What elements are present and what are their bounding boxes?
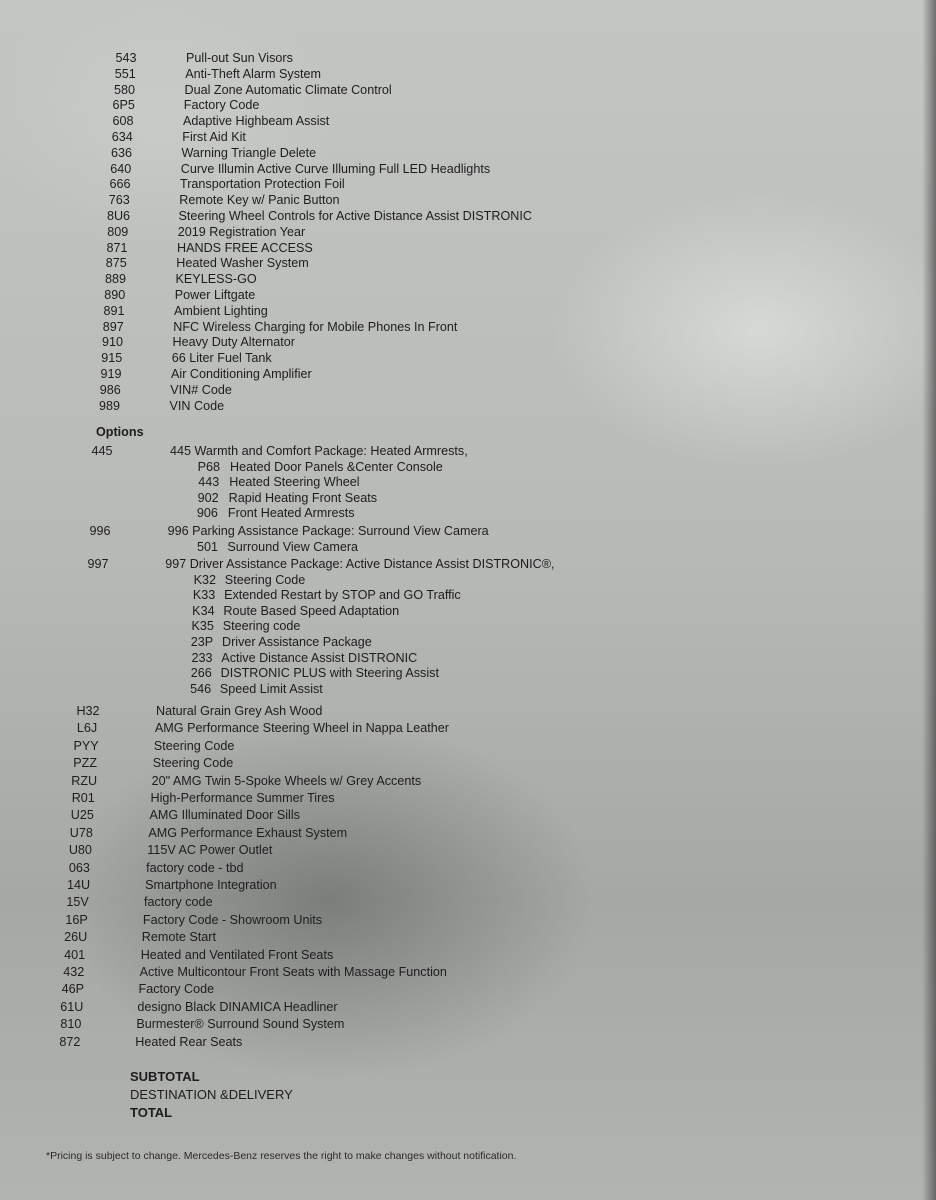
option-description: High-Performance Summer Tires [150,791,335,805]
equipment-row [0,287,936,303]
option-description: Remote Start [141,930,216,945]
option-code: 551 [114,66,136,81]
option-description: Extended Restart by STOP and GO Traffic [224,588,461,603]
option-code: U80 [68,843,92,858]
option-description: Adaptive Highbeam Assist [183,114,330,129]
equipment-row [0,947,936,963]
option-code: 26U [64,930,88,945]
option-description: Heated Rear Seats [135,1034,243,1049]
option-code: 46P [61,982,84,997]
option-description: Route Based Speed Adaptation [223,603,400,618]
option-code: K35 [191,619,214,634]
equipment-row [0,145,936,161]
equipment-row [0,860,936,876]
option-code: L6J [76,721,98,736]
option-description: Power Liftgate [174,288,256,302]
package-sub-item [0,459,936,475]
equipment-row [0,66,936,82]
equipment-row [0,240,936,256]
option-description: Speed Limit Assist [219,681,323,696]
option-description: Heavy Duty Alternator [172,335,295,350]
package-sub-item [0,634,936,650]
equipment-row [0,303,936,319]
option-code: U25 [70,808,94,823]
option-code: K33 [192,588,216,603]
option-code: 763 [108,193,130,208]
option-code: 996 [89,524,111,538]
option-description: KEYLESS-GO [175,272,257,287]
package-sub-item [0,474,936,490]
equipment-row [0,319,936,335]
option-code: 063 [68,860,90,875]
equipment-row [0,738,936,754]
equipment-row [0,755,936,771]
option-description: Ambient Lighting [174,303,268,318]
option-description: Natural Grain Grey Ash Wood [156,704,323,718]
option-code: 634 [111,130,133,144]
option-code: 580 [113,82,135,97]
package-sub-item [0,490,936,506]
option-description: designo Black DINAMICA Headliner [137,999,338,1014]
option-description: factory code [143,895,213,910]
option-code: 636 [110,145,132,160]
equipment-row [0,334,936,350]
total-label: TOTAL [130,1105,173,1120]
option-description: VIN Code [169,398,225,413]
option-code: 902 [197,490,219,505]
option-description: 445 Warmth and Comfort Package: Heated Armrests, [170,444,468,458]
option-code: 906 [196,506,218,521]
equipment-row [0,224,936,240]
equipment-row [0,398,936,414]
option-code: 666 [109,177,131,192]
option-code: 897 [102,319,124,334]
option-description: Air Conditioning Amplifier [171,367,312,381]
option-code: RZU [71,773,98,788]
option-code: 875 [105,256,127,271]
option-code: 810 [60,1017,82,1032]
option-description: AMG Illuminated Door Sills [149,808,300,823]
option-description: Active Multicontour Front Seats with Massage Function [139,965,447,979]
option-description: Front Heated Armrests [227,506,355,521]
option-code: 986 [99,382,121,397]
equipment-row [0,842,936,858]
option-code: 233 [191,650,213,665]
equipment-row [0,161,936,177]
option-code: 871 [106,240,128,255]
equipment-row [0,523,936,539]
option-code: 6P5 [112,98,135,113]
package-sub-item [0,572,936,588]
option-description: Transportation Protection Foil [180,177,345,192]
option-description: DISTRONIC PLUS with Steering Assist [220,666,439,681]
option-description: Driver Assistance Package [222,635,372,649]
option-code: 546 [190,681,212,696]
option-description: Heated Washer System [176,256,309,271]
option-description: Rapid Heating Front Seats [228,490,378,505]
option-description: Steering Wheel Controls for Active Distance Assist DISTRONIC [178,209,532,223]
equipment-row [0,929,936,945]
option-description: Active Distance Assist DISTRONIC [221,650,418,665]
equipment-row [0,807,936,823]
equipment-row [0,981,936,997]
option-code: PZZ [73,756,98,771]
equipment-row [0,773,936,789]
option-code: H32 [76,704,100,718]
pricing-footnote: *Pricing is subject to change. Mercedes-Benz reserves the right to make changes without notification. [46,1150,517,1162]
option-code: 16P [65,912,88,927]
equipment-row [0,129,936,145]
option-description: Remote Key w/ Panic Button [179,193,340,208]
option-code: 910 [101,335,123,350]
totals-block [130,1068,293,1122]
option-description: Factory Code [138,982,215,997]
equipment-row [0,443,936,459]
option-description: Burmester® Surround Sound System [136,1017,345,1032]
equipment-row [0,255,936,271]
option-code: 401 [64,947,86,962]
package-sub-item [0,603,936,619]
option-description: Surround View Camera [227,539,359,554]
option-code: 890 [104,288,126,302]
option-code: 997 [87,557,109,571]
equipment-row [0,825,936,841]
option-description: factory code - tbd [146,860,244,875]
equipment-row [0,366,936,382]
option-description: HANDS FREE ACCESS [177,240,313,255]
destination-label: DESTINATION &DELIVERY [130,1087,293,1102]
option-description: Steering code [222,619,301,634]
equipment-row [0,382,936,398]
option-code: PYY [73,738,99,753]
equipment-row [0,97,936,113]
option-code: 915 [101,351,123,366]
option-code: R01 [71,791,95,805]
option-code: 23P [190,635,214,649]
option-description: Heated Door Panels &Center Console [230,459,443,474]
option-description: Pull-out Sun Visors [186,51,293,65]
package-sub-item [0,505,936,521]
option-description: NFC Wireless Charging for Mobile Phones In Front [173,319,458,334]
option-description: Heated and Ventilated Front Seats [140,947,334,962]
option-code: 443 [198,475,220,490]
option-code: P68 [197,459,220,474]
option-description: 2019 Registration Year [177,224,306,239]
option-description: Heated Steering Wheel [229,475,360,490]
equipment-row [0,894,936,910]
option-code: 266 [190,666,212,681]
option-code: 14U [66,878,91,892]
option-code: 501 [196,539,218,554]
equipment-row [0,912,936,928]
option-description: 115V AC Power Outlet [147,843,273,858]
option-description: AMG Performance Steering Wheel in Nappa Leather [154,721,449,736]
option-description: Dual Zone Automatic Climate Control [184,82,392,97]
option-code: 432 [63,965,85,979]
equipment-row [0,1034,936,1050]
equipment-row [0,82,936,98]
option-code: 891 [103,303,125,318]
package-sub-item [0,681,936,697]
equipment-row [0,964,936,980]
equipment-row [0,350,936,366]
package-sub-item [0,587,936,603]
equipment-row [0,556,936,572]
option-description: 20" AMG Twin 5-Spoke Wheels w/ Grey Accents [151,773,422,788]
options-heading: Options [96,425,144,439]
option-code: 640 [110,161,132,176]
equipment-row [0,720,936,736]
equipment-row [0,113,936,129]
option-code: 608 [112,114,134,129]
package-sub-item [0,539,936,555]
option-description: Warning Triangle Delete [181,145,317,160]
equipment-row [0,271,936,287]
package-sub-item [0,618,936,634]
option-code: 61U [60,999,84,1014]
equipment-row [0,176,936,192]
option-code: 872 [59,1034,81,1049]
equipment-row [0,703,936,719]
option-description: Factory Code [183,98,260,113]
option-code: 919 [100,367,122,381]
equipment-row [0,50,936,66]
option-description: AMG Performance Exhaust System [148,825,348,840]
option-description: VIN# Code [170,382,232,397]
equipment-row [0,790,936,806]
option-code: 15V [66,895,89,910]
subtotal-label: SUBTOTAL [130,1069,200,1084]
option-description: Smartphone Integration [145,878,277,892]
equipment-row [0,877,936,893]
option-code: 989 [98,398,120,413]
equipment-row [0,192,936,208]
option-code: 889 [104,272,126,287]
option-description: 66 Liter Fuel Tank [171,351,272,366]
option-description: 996 Parking Assistance Package: Surround View Camera [167,524,489,538]
option-code: 809 [107,224,129,239]
package-sub-item [0,650,936,666]
equipment-row [0,208,936,224]
option-description: Factory Code - Showroom Units [142,912,323,927]
option-code: U78 [69,825,93,840]
equipment-row [0,999,936,1015]
option-description: 997 Driver Assistance Package: Active Distance Assist DISTRONIC®, [165,557,555,571]
option-description: First Aid Kit [182,130,246,144]
option-description: Steering Code [152,756,234,771]
equipment-row [0,1016,936,1032]
option-description: Steering Code [153,738,235,753]
option-code: K34 [192,603,215,618]
option-code: 8U6 [106,209,131,223]
option-description: Anti-Theft Alarm System [185,66,322,81]
option-code: 543 [115,51,137,65]
option-description: Curve Illumin Active Curve Illuming Full LED Headlights [180,161,491,176]
package-sub-item [0,665,936,681]
option-description: Steering Code [224,572,306,587]
option-code: K32 [193,572,216,587]
option-code: 445 [91,444,113,458]
